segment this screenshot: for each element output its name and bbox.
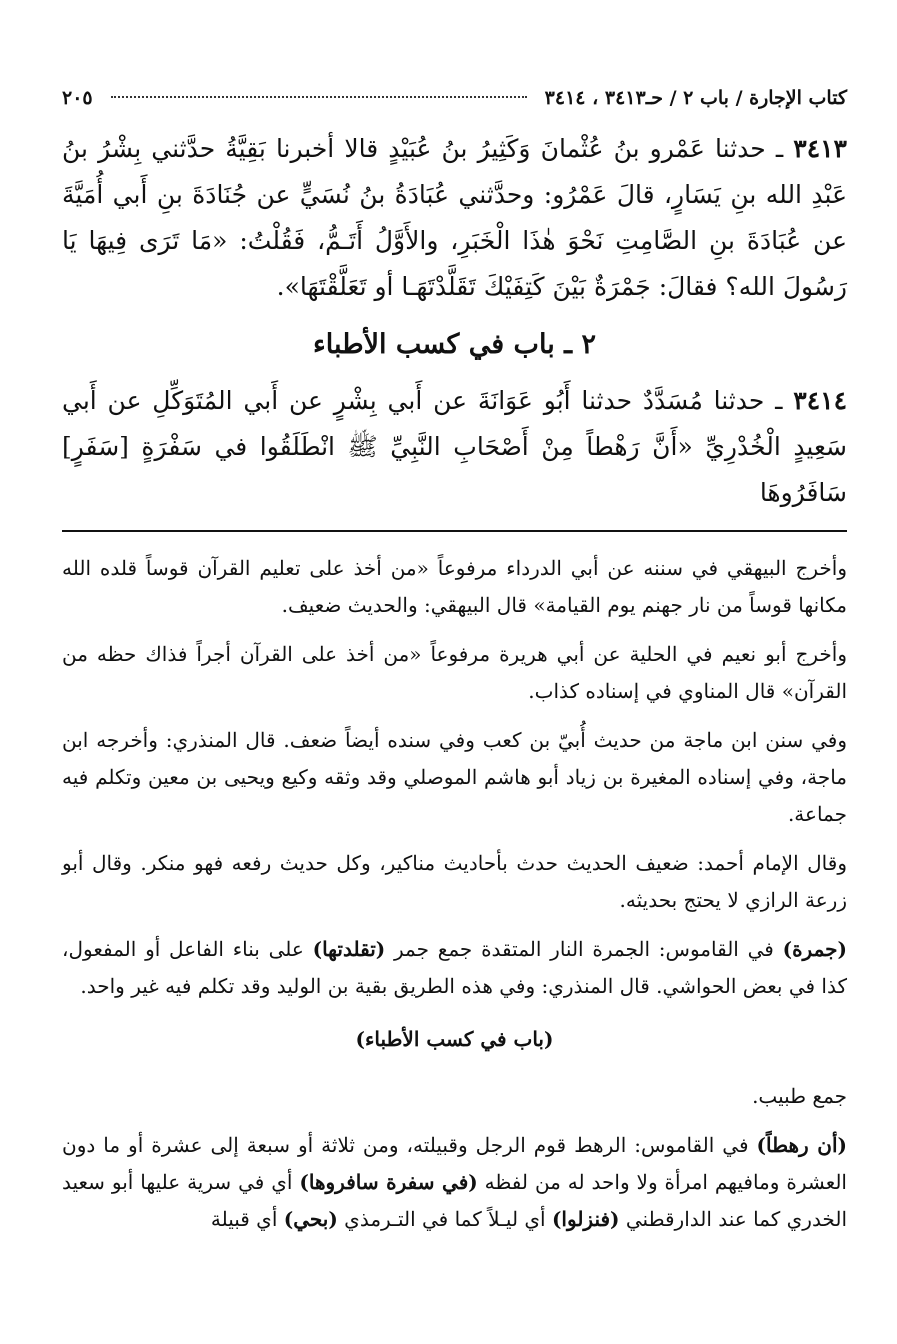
commentary-paragraph: وأخرج البيهقي في سننه عن أبي الدرداء مرفوعاً «من أخذ على تعليم القرآن قوساً قلده الله مكانها قوساً من نار جهنم يوم القيامة» قال البيهقي: والحديث ضعيف. <box>62 556 847 617</box>
page-number: ٢٠٥ <box>62 87 93 109</box>
commentary-paragraph <box>62 1127 847 1238</box>
commentary-text: في القاموس: الرهط قوم الرجل وقبيلته، ومن ثلاثة أو سبعة إلى عشرة أو ما دون العشرة ومافيهم امرأة ولا واحد له من لفظه <box>62 1133 847 1194</box>
commentary-text: أي قبيلة <box>210 1207 284 1231</box>
keyword: (جمرة) <box>782 937 847 961</box>
hadith-3414 <box>62 378 847 516</box>
hadith-number: ٣٤١٣ <box>793 134 847 163</box>
commentary-text: على بناء الفاعل أو المفعول، كذا في بعض الحواشي. قال المنذري: وفي هذه الطريق بقية بن الوليد وقد تكلم فيه غير واحد. <box>62 937 847 998</box>
commentary-text: أي ليـلاً كما في التـرمذي <box>337 1207 552 1231</box>
keyword: (بحي) <box>283 1207 338 1231</box>
hadith-number: ٣٤١٤ <box>793 386 847 415</box>
commentary-text: في القاموس: الجمرة النار المتقدة جمع جمر <box>385 937 783 961</box>
keyword: (فنزلوا) <box>551 1207 620 1231</box>
commentary-paragraph: وفي سنن ابن ماجة من حديث أُبيّ بن كعب وفي سنده أيضاً ضعف. قال المنذري: وأخرجه ابن ماجة، وفي إسناده المغيرة بن زياد أبو هاشم الموصلي وقد وثقه وكيع ويحيى بن معين وتكلم فيه جماعة. <box>62 728 847 826</box>
running-header <box>62 78 847 118</box>
keyword: (أن رهطاً) <box>756 1133 847 1157</box>
commentary-paragraph: جمع طبيب. <box>752 1084 847 1108</box>
commentary-text: أي في سرية عليها أبو سعيد الخدري كما عند الدارقطني <box>62 1170 847 1231</box>
keyword: (في سفرة سافروها) <box>299 1170 478 1194</box>
hadith-text: ـ حدثنا مُسَدَّدٌ حدثنا أَبُو عَوَانَةَ عن أَبي بِشْرٍ عن أَبي المُتَوَكِّلِ عن أَبي سَعِيدٍ الْخُدْرِيِّ «أَنَّ رَهْطاً مِنْ أَصْحَابِ النَّبِيِّ ﷺ انْطَلَقُوا في سَفْرَةٍ [سَفَرٍ] سَافَرُوهَا <box>62 386 847 507</box>
chapter-title: ٢ ـ باب في كسب الأطباء <box>313 329 596 360</box>
hadith-text: ـ حدثنا عَمْرو بنُ عُثْمانَ وَكَثِيرُ بنُ عُبَيْدٍ قالا أخبرنا بَقِيَّةُ حدَّثني بِشْرُ بنُ عَبْدِ الله بنِ يَسَارٍ، قالَ عَمْرُو: وحدَّثني عُبَادَةُ بنُ نُسَيٍّ عن جُنَادَةَ بنِ أَبي أُمَيَّةَ عن عُبَادَةَ بنِ الصَّامِتِ نَحْوَ هٰذَا الْخَبَرِ، والأَوَّلُ أَتَـمُّ، فَقُلْتُ: «مَا تَرَى فِيهَا يَا رَسُولَ الله؟ فقالَ: جَمْرَةٌ بَيْنَ كَتِفَيْكَ تَقَلَّدْتَهَـا أو تَعَلَّقْتَهَا». <box>62 134 847 301</box>
document-page <box>62 78 847 1250</box>
commentary-paragraph <box>62 931 847 1005</box>
keyword: (تقلدتها) <box>312 937 386 961</box>
commentary-paragraph: وأخرج أبو نعيم في الحلية عن أبي هريرة مرفوعاً «من أخذ على القرآن أجراً فذاك حظه من القرآن» قال المناوي في إسناده كذاب. <box>62 642 847 703</box>
commentary-paragraph: وقال الإمام أحمد: ضعيف الحديث حدث بأحاديث مناكير، وكل حديث رفعه فهو منكر. وقال أبو زرعة الرازي لا يحتج بحديثه. <box>62 851 847 912</box>
running-title: كتاب الإجارة / باب ٢ / حـ٣٤١٣ ، ٣٤١٤ <box>544 87 847 109</box>
commentary-section-heading: (باب في كسب الأطباء) <box>355 1027 554 1051</box>
leader-dots <box>111 96 527 98</box>
hadith-3413 <box>62 126 847 310</box>
footnote-separator <box>62 530 847 532</box>
